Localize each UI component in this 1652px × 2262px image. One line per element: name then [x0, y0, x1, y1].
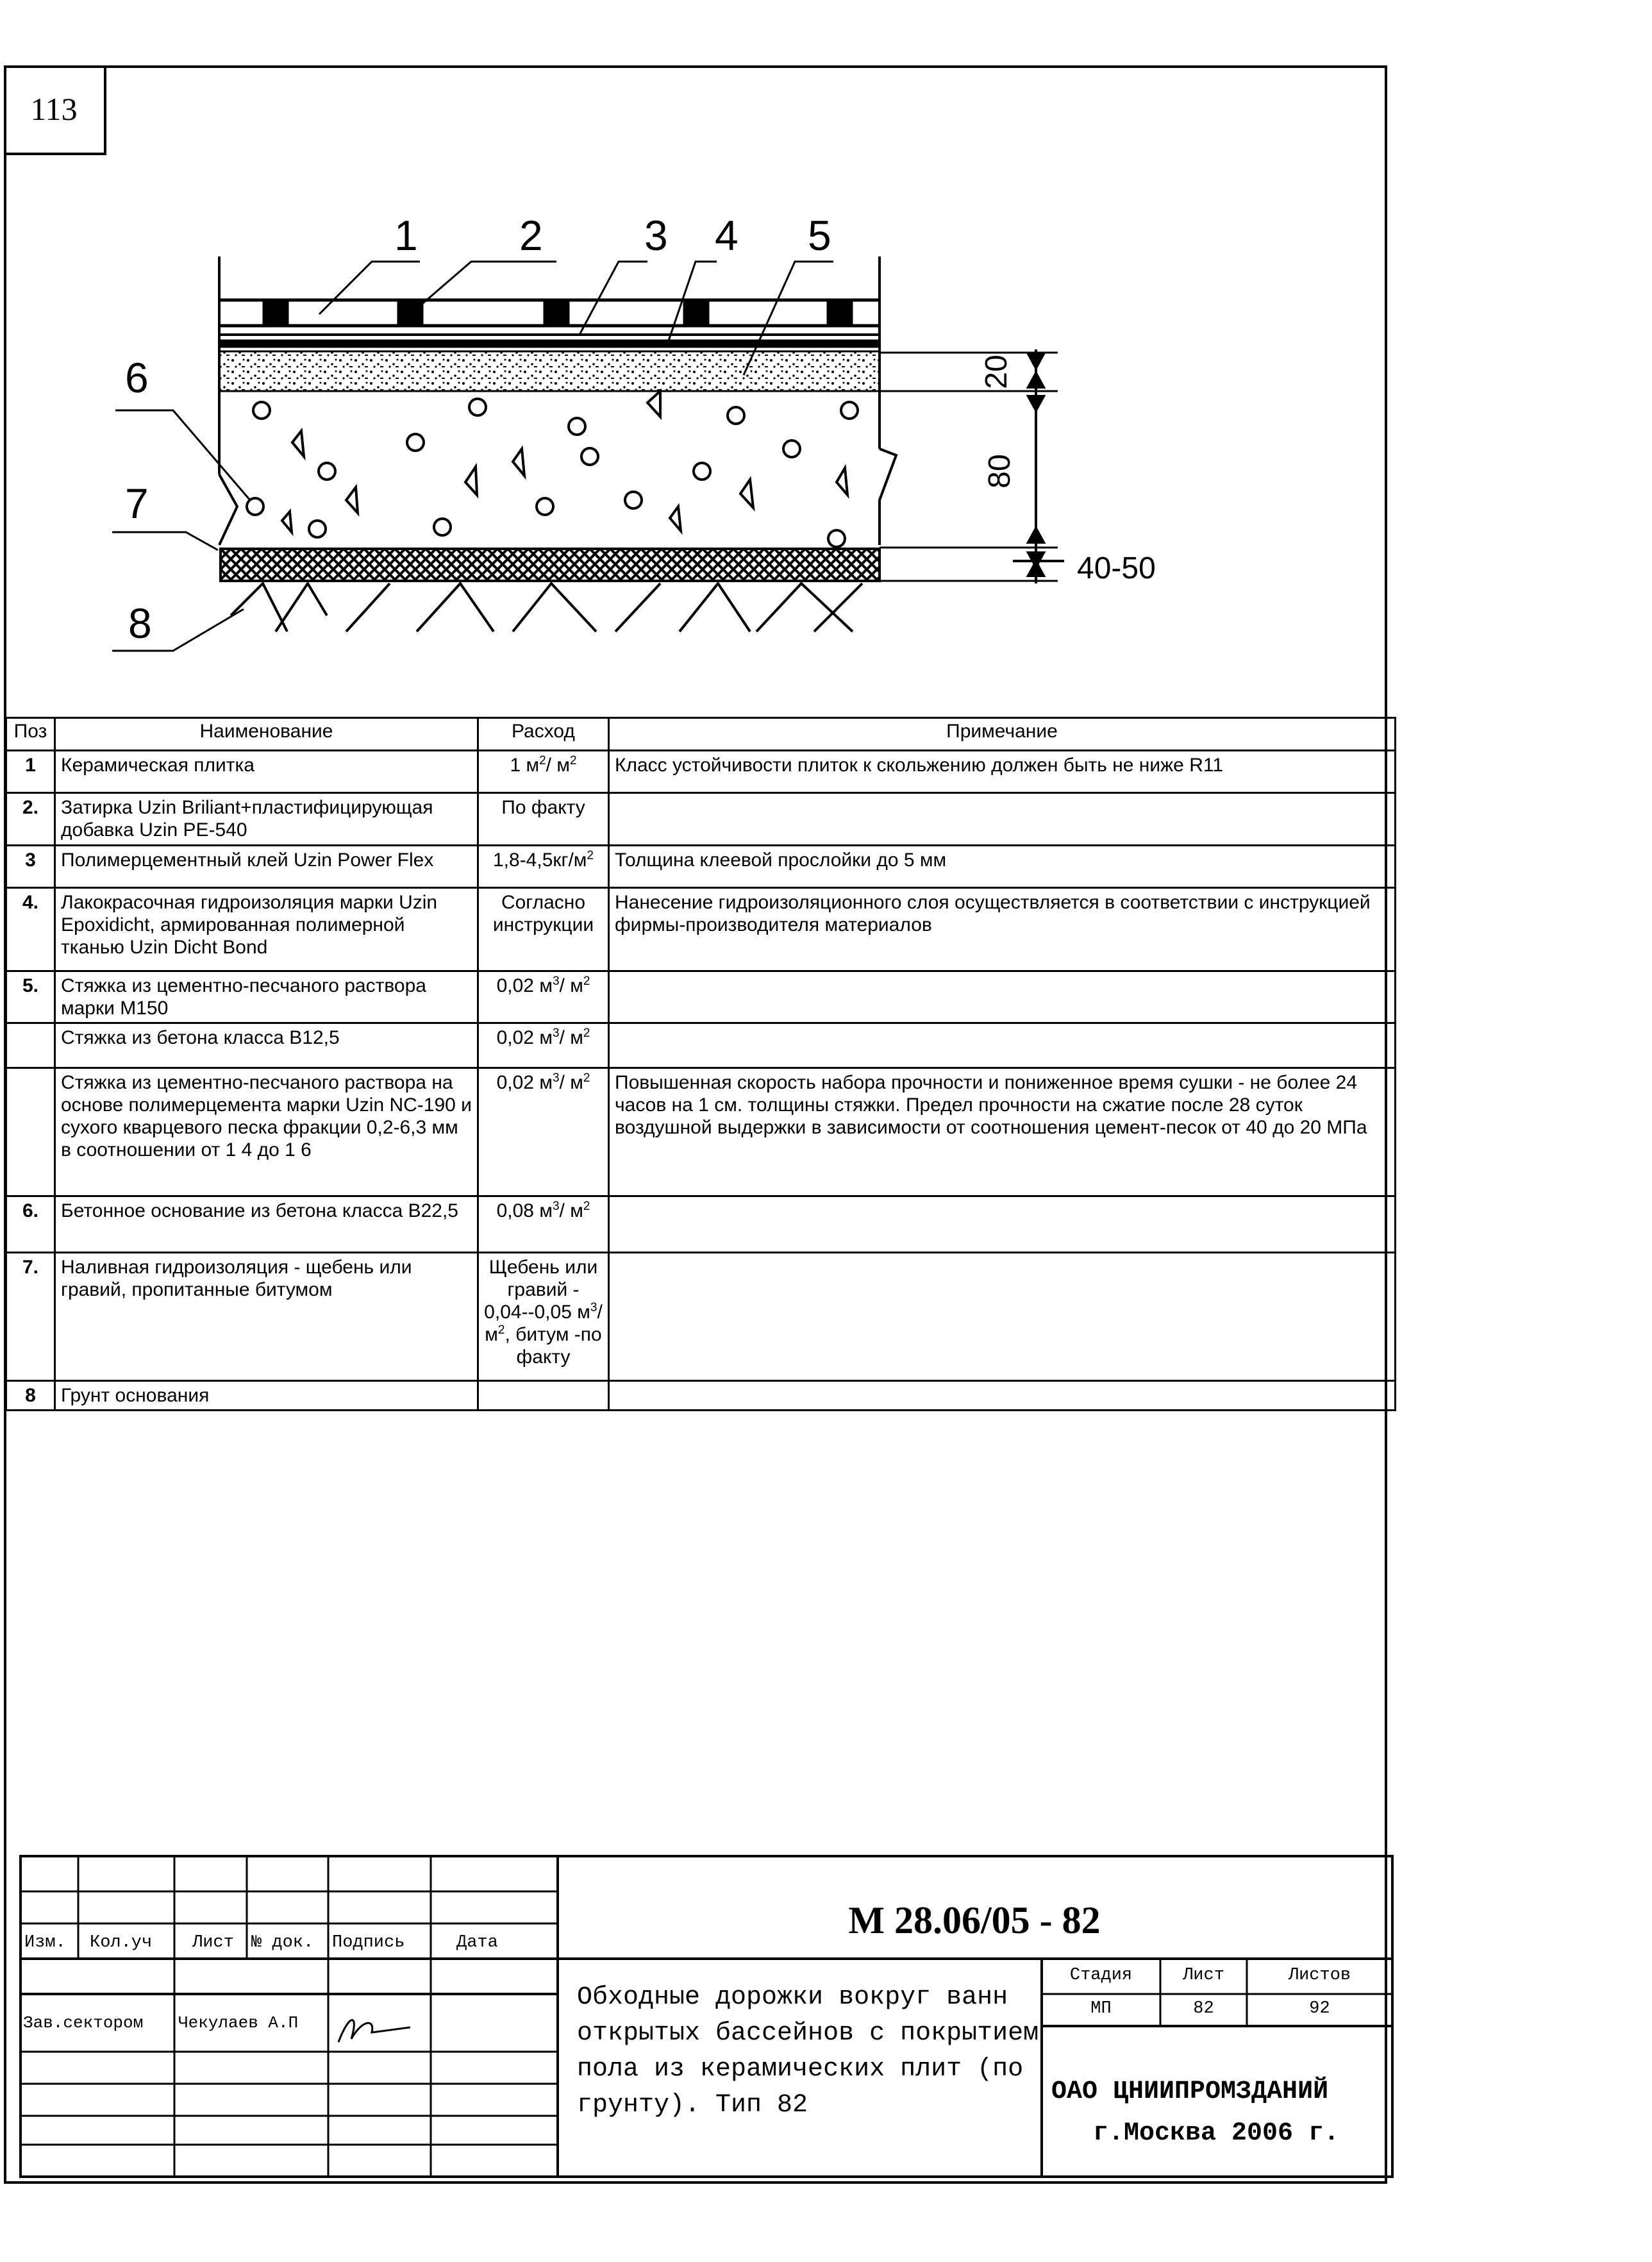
stamp-col-change: Изм. [24, 1933, 66, 1952]
tile-layer [219, 299, 880, 348]
stamp-sheet-label: Лист [1183, 1966, 1224, 1985]
table-row [6, 1381, 1396, 1411]
col-header-consumption: Расход [478, 718, 609, 751]
callout-3: 3 [644, 212, 668, 259]
row-name: Стяжка из цементно-песчаного раствора на основе полимерцемента марки Uzin NC-190 и сухого кварцевого песка фракции 0,2-6,3 мм в соотношении от 1 4 до 1 6 [55, 1068, 478, 1196]
document-code: М 28.06/05 - 82 [848, 1898, 1101, 1941]
concrete-layer [219, 256, 1058, 581]
page-number: 113 [4, 65, 106, 155]
floor-section-diagram [0, 0, 1652, 712]
table-row [6, 751, 1396, 793]
row-pos: 7. [6, 1253, 55, 1381]
table-row [6, 1068, 1396, 1196]
row-note: Нанесение гидроизоляционного слоя осуществляется в соответствии с инструкцией фирмы-производителя материалов [609, 888, 1396, 971]
row-pos [6, 1068, 55, 1196]
row-consumption: Щебень или гравий - 0,04--0,05 $м^3/м^2$, битум -по факту [478, 1253, 609, 1381]
stamp-col-docno: № док. [251, 1933, 314, 1952]
callout-1: 1 [394, 212, 418, 259]
organization-name: ОАО ЦНИИПРОМЗДАНИЙ [1051, 2077, 1329, 2106]
row-consumption: 0,02 $м^3/$ $м^2$ [478, 1068, 609, 1196]
row-name: Стяжка из бетона класса В12,5 [55, 1023, 478, 1068]
row-pos: 8 [6, 1381, 55, 1411]
screed-layer [219, 351, 880, 391]
row-consumption: 0,02 $м^3/$ $м^2$ [478, 1023, 609, 1068]
row-consumption: 0,02 $м^3/$ $м^2$ [478, 971, 609, 1023]
row-name: Бетонное основание из бетона класса В22,5 [55, 1196, 478, 1253]
row-consumption [478, 1381, 609, 1411]
row-pos: 3 [6, 846, 55, 888]
specification-table [5, 717, 1396, 1411]
dimension-label-screed: 20 [980, 355, 1014, 389]
table-row [6, 793, 1396, 846]
stamp-col-date: Дата [456, 1933, 498, 1952]
stamp-col-count: Кол.уч [90, 1933, 153, 1952]
callout-5: 5 [808, 212, 831, 259]
callout-8: 8 [128, 599, 152, 647]
document-title: Обходные дорожки вокруг ванн открытых бассейнов с покрытием пола из керамических плит (по грунту). Тип 82 [577, 1983, 1039, 2120]
row-consumption: 0,08 $м^3/$ $м^2$ [478, 1196, 609, 1253]
row-note [609, 1023, 1396, 1068]
soil-hatching [231, 583, 862, 632]
stamp-role: Зав.сектором [23, 2013, 144, 2032]
gravel-layer [221, 549, 880, 581]
callout-6: 6 [125, 354, 149, 401]
row-consumption: Согласно инструкции [478, 888, 609, 971]
row-note [609, 1253, 1396, 1381]
row-note: Повышенная скорость набора прочности и пониженное время сушки - не более 24 часов на 1 см. толщины стяжки. Предел прочности на сжатие после 28 суток воздушной выдержки в зависимости от соотношения цемент-песок от 40 до 20 МПа [609, 1068, 1396, 1196]
row-name: Затирка Uzin Briliant+пластифицирующая добавка Uzin PE-540 [55, 793, 478, 846]
row-pos: 5. [6, 971, 55, 1023]
table-row [6, 971, 1396, 1023]
row-name: Стяжка из цементно-песчаного раствора марки М150 [55, 971, 478, 1023]
row-consumption: По факту [478, 793, 609, 846]
organization-city-year: г.Москва 2006 г. [1093, 2119, 1340, 2148]
row-pos [6, 1023, 55, 1068]
stamp-col-sheet: Лист [192, 1933, 234, 1952]
row-consumption: $1,8-4,5кг/м^2$ [478, 846, 609, 888]
row-name: Грунт основания [55, 1381, 478, 1411]
row-pos: 4. [6, 888, 55, 971]
col-header-pos: Поз [6, 718, 55, 751]
col-header-name: Наименование [55, 718, 478, 751]
stamp-stage-label: Стадия [1069, 1966, 1133, 1985]
callout-2: 2 [519, 212, 543, 259]
col-header-note: Примечание [609, 718, 1396, 751]
row-name: Наливная гидроизоляция - щебень или гравий, пропитанные битумом [55, 1253, 478, 1381]
aggregate-marks [247, 391, 858, 547]
table-row [6, 846, 1396, 888]
table-header-row [6, 718, 1396, 751]
stamp-col-signature: Подпись [332, 1933, 405, 1952]
row-pos: 6. [6, 1196, 55, 1253]
table-row [6, 1253, 1396, 1381]
table-row [6, 888, 1396, 971]
dimension-label-gravel: 40-50 [1077, 551, 1156, 585]
stamp-sheets-label: Листов [1288, 1966, 1351, 1985]
callout-7: 7 [125, 480, 149, 527]
row-name: Полимерцементный клей Uzin Power Flex [55, 846, 478, 888]
stamp-person: Чекулаев А.П [178, 2013, 299, 2032]
row-note: Толщина клеевой прослойки до 5 мм [609, 846, 1396, 888]
row-note: Класс устойчивости плиток к скольжению должен быть не ниже R11 [609, 751, 1396, 793]
row-consumption: 1 $м^2/$ $м^2$ [478, 751, 609, 793]
row-note [609, 1196, 1396, 1253]
stamp-sheets: 92 [1309, 1999, 1330, 2018]
callout-4: 4 [715, 212, 738, 259]
stamp-stage: МП [1090, 1999, 1112, 2018]
row-note [609, 793, 1396, 846]
dimension-label-concrete: 80 [983, 454, 1017, 489]
table-row [6, 1196, 1396, 1253]
row-name: Лакокрасочная гидроизоляция марки Uzin Epoxidicht, армированная полимерной тканью Uzin Dicht Bond [55, 888, 478, 971]
row-name: Керамическая плитка [55, 751, 478, 793]
stamp-sheet: 82 [1193, 1999, 1214, 2018]
row-pos: 2. [6, 793, 55, 846]
row-pos: 1 [6, 751, 55, 793]
row-note [609, 1381, 1396, 1411]
row-note [609, 971, 1396, 1023]
table-row [6, 1023, 1396, 1068]
